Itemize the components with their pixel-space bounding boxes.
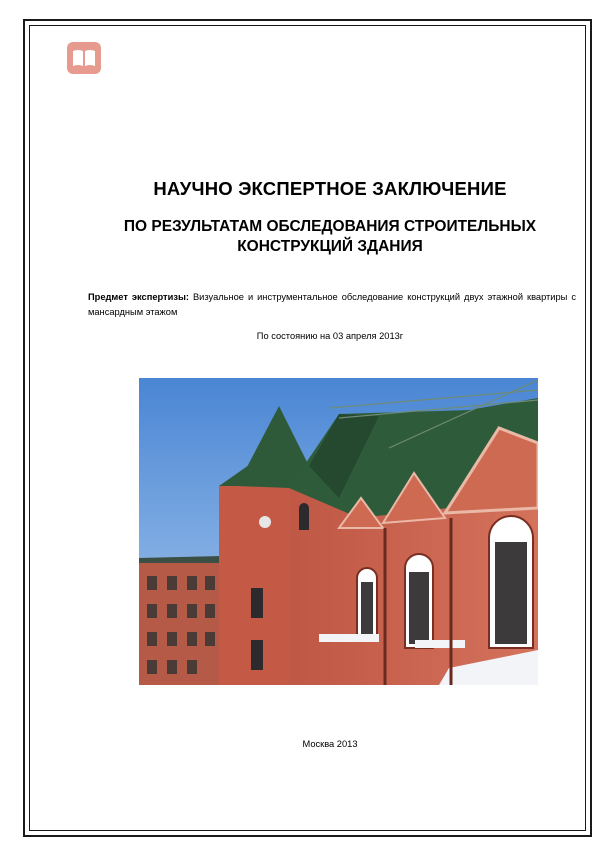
city-year: Москва 2013 <box>302 739 358 749</box>
subtitle-line-1: ПО РЕЗУЛЬТАТАМ ОБСЛЕДОВАНИЯ СТРОИТЕЛЬНЫХ <box>123 218 537 235</box>
subject-text: Визуальное и инструментальное обследование конструкций двух этажной квартиры с мансардным этажом <box>88 292 576 317</box>
subject-label: Предмет экспертизы: <box>88 292 189 302</box>
expertise-subject <box>88 290 576 320</box>
document-subtitle <box>60 217 600 257</box>
status-date: По состоянию на 03 апреля 2013г <box>256 331 404 341</box>
building-photo <box>139 378 538 685</box>
document-title: НАУЧНО ЭКСПЕРТНОЕ ЗАКЛЮЧЕНИЕ <box>153 178 507 199</box>
subtitle-line-2: КОНСТРУКЦИЙ ЗДАНИЯ <box>237 238 423 255</box>
book-icon[interactable] <box>67 42 101 74</box>
